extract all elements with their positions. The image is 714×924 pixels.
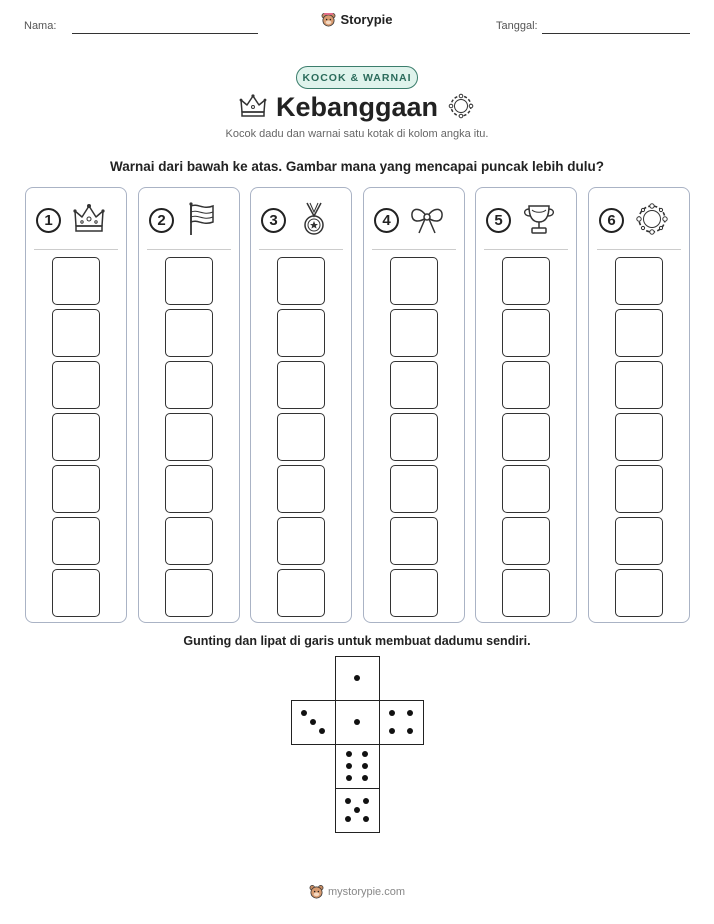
color-box[interactable] — [52, 465, 100, 513]
die-pip — [346, 775, 352, 781]
color-box[interactable] — [165, 257, 213, 305]
color-box[interactable] — [277, 465, 325, 513]
wreath-icon — [633, 200, 671, 243]
bear-logo-icon — [309, 884, 324, 899]
die-pip — [363, 798, 369, 804]
color-box[interactable] — [52, 309, 100, 357]
medal-icon — [295, 200, 333, 243]
column-number: 6 — [599, 208, 624, 233]
die-pip — [310, 719, 316, 725]
color-box[interactable] — [615, 517, 663, 565]
color-box[interactable] — [502, 257, 550, 305]
brand-logo — [0, 12, 714, 32]
color-box[interactable] — [165, 569, 213, 617]
color-box[interactable] — [502, 309, 550, 357]
die-pip — [363, 816, 369, 822]
column-2 — [138, 187, 240, 623]
trophy-icon — [520, 200, 558, 243]
color-box[interactable] — [52, 413, 100, 461]
color-box[interactable] — [165, 413, 213, 461]
die-pip — [354, 719, 360, 725]
die-pip — [345, 798, 351, 804]
color-box[interactable] — [52, 517, 100, 565]
column-number: 2 — [149, 208, 174, 233]
column-number: 4 — [374, 208, 399, 233]
die-pip — [319, 728, 325, 734]
die-pip — [354, 807, 360, 813]
color-box[interactable] — [52, 569, 100, 617]
crown-icon — [70, 200, 108, 243]
column-divider — [597, 249, 681, 250]
bow-icon — [408, 200, 446, 243]
column-header — [364, 198, 464, 242]
die-face — [335, 700, 380, 745]
color-box[interactable] — [390, 569, 438, 617]
color-box[interactable] — [502, 569, 550, 617]
brand-name: Storypie — [340, 12, 393, 27]
die-face — [379, 700, 424, 745]
wreath-icon — [447, 92, 475, 120]
flag-icon — [183, 200, 221, 243]
color-box[interactable] — [277, 309, 325, 357]
die-pip — [346, 763, 352, 769]
color-box[interactable] — [390, 517, 438, 565]
color-box[interactable] — [502, 465, 550, 513]
color-box[interactable] — [165, 517, 213, 565]
column-5 — [475, 187, 577, 623]
date-line[interactable] — [542, 33, 690, 34]
die-pip — [362, 763, 368, 769]
color-box[interactable] — [615, 309, 663, 357]
name-line[interactable] — [72, 33, 258, 34]
column-divider — [484, 249, 568, 250]
column-6 — [588, 187, 690, 623]
activity-badge: KOCOK & WARNAI — [296, 66, 418, 89]
color-box[interactable] — [502, 361, 550, 409]
column-4 — [363, 187, 465, 623]
column-divider — [372, 249, 456, 250]
column-header — [26, 198, 126, 242]
color-box[interactable] — [277, 517, 325, 565]
column-header — [139, 198, 239, 242]
die-face — [335, 744, 380, 789]
column-1 — [25, 187, 127, 623]
column-number: 1 — [36, 208, 61, 233]
column-header — [476, 198, 576, 242]
color-box[interactable] — [502, 517, 550, 565]
page-title: Kebanggaan — [275, 92, 439, 122]
date-label: Tanggal: — [496, 20, 538, 32]
die-pip — [362, 775, 368, 781]
die-pip — [345, 816, 351, 822]
color-box[interactable] — [277, 361, 325, 409]
cut-instruction: Gunting dan lipat di garis untuk membuat dadumu sendiri. — [183, 634, 531, 648]
color-box[interactable] — [615, 413, 663, 461]
die-pip — [407, 710, 413, 716]
color-box[interactable] — [390, 309, 438, 357]
bear-logo-icon — [321, 12, 336, 27]
color-box[interactable] — [277, 569, 325, 617]
color-box[interactable] — [277, 413, 325, 461]
color-box[interactable] — [390, 465, 438, 513]
color-box[interactable] — [52, 257, 100, 305]
column-divider — [259, 249, 343, 250]
color-box[interactable] — [165, 309, 213, 357]
column-number: 5 — [486, 208, 511, 233]
color-box[interactable] — [615, 569, 663, 617]
die-pip — [389, 710, 395, 716]
die-face — [335, 656, 380, 701]
subtitle: Kocok dadu dan warnai satu kotak di kolom angka itu. — [225, 128, 489, 140]
die-pip — [362, 751, 368, 757]
color-box[interactable] — [165, 465, 213, 513]
color-box[interactable] — [502, 413, 550, 461]
color-box[interactable] — [277, 257, 325, 305]
color-box[interactable] — [390, 413, 438, 461]
color-box[interactable] — [390, 361, 438, 409]
color-box[interactable] — [615, 361, 663, 409]
column-divider — [34, 249, 118, 250]
die-pip — [407, 728, 413, 734]
column-header — [589, 198, 689, 242]
column-header — [251, 198, 351, 242]
instruction: Warnai dari bawah ke atas. Gambar mana yang mencapai puncak lebih dulu? — [110, 159, 604, 174]
footer — [0, 884, 714, 904]
column-divider — [147, 249, 231, 250]
color-box[interactable] — [615, 257, 663, 305]
die-face — [335, 788, 380, 833]
die-pip — [389, 728, 395, 734]
color-box[interactable] — [52, 361, 100, 409]
column-number: 3 — [261, 208, 286, 233]
die-face — [291, 700, 336, 745]
name-label: Nama: — [24, 20, 57, 32]
footer-url: mystorypie.com — [327, 885, 406, 898]
die-pip — [346, 751, 352, 757]
color-box[interactable] — [615, 465, 663, 513]
color-box[interactable] — [390, 257, 438, 305]
die-pip — [354, 675, 360, 681]
column-3 — [250, 187, 352, 623]
color-box[interactable] — [165, 361, 213, 409]
die-pip — [301, 710, 307, 716]
